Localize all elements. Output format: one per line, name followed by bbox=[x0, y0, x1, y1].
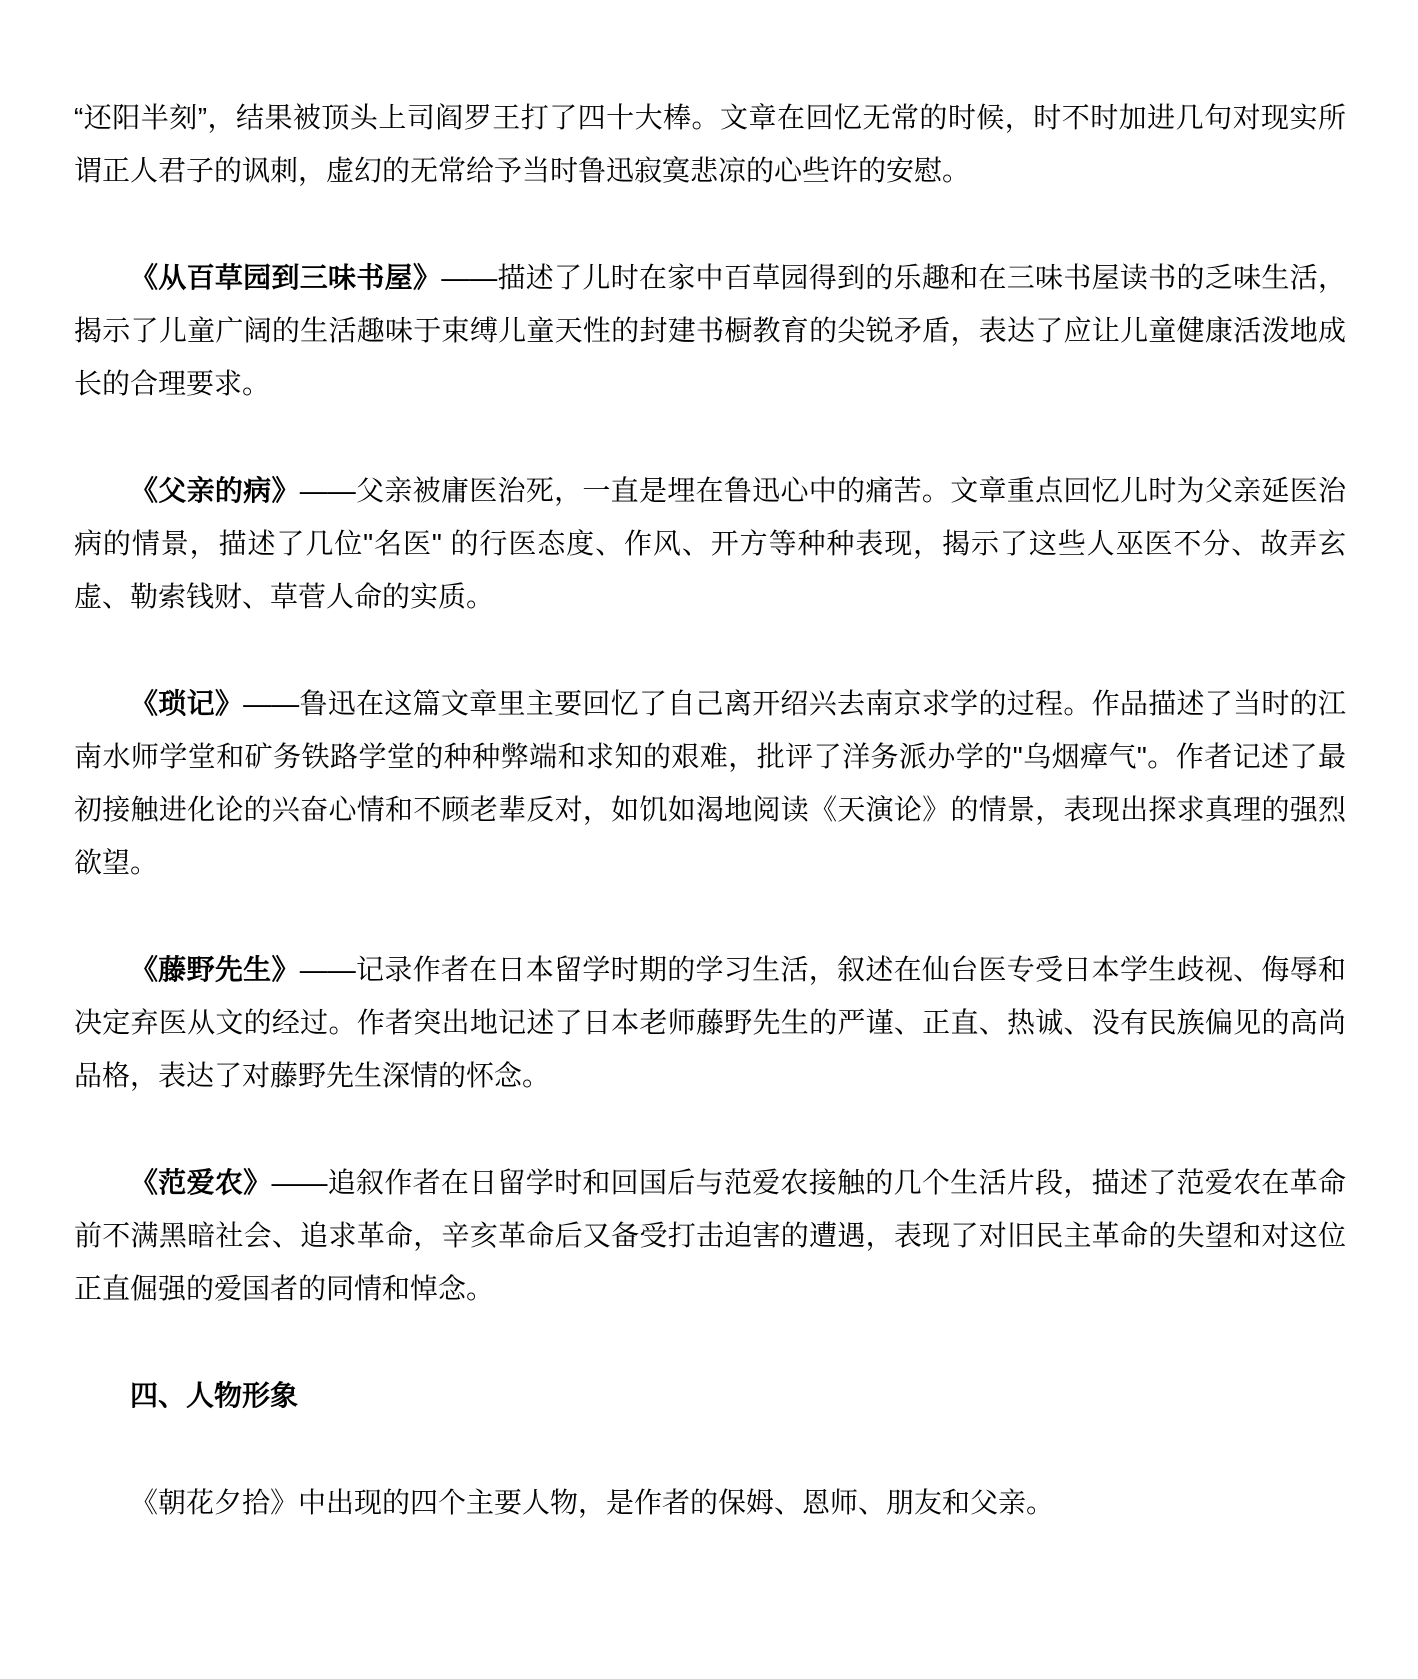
paragraph-text: ——记录作者在日本留学时期的学习生活，叙述在仙台医专受日本学生歧视、侮辱和决定弃医从文的经过。作者突出地记述了日本老师藤野先生的严谨、正直、热诚、没有民族偏见的高尚品格，表达了对藤野先生深情的怀念。 bbox=[74, 954, 1346, 1091]
paragraph-fuqindebing bbox=[74, 464, 1346, 623]
paragraph-text: ——鲁迅在这篇文章里主要回忆了自己离开绍兴去南京求学的过程。作品描述了当时的江南水师学堂和矿务铁路学堂的种种弊端和求知的艰难，批评了洋务派办学的"乌烟瘴气"。作者记述了最初接触进化论的兴奋心情和不顾老辈反对，如饥如渴地阅读《天演论》的情景，表现出探求真理的强烈欲望。 bbox=[74, 688, 1346, 878]
paragraph-suoji bbox=[74, 677, 1346, 889]
paragraph-baicaoyuan bbox=[74, 251, 1346, 410]
work-title: 《琐记》 bbox=[130, 688, 244, 719]
work-title: 《从百草园到三味书屋》 bbox=[130, 262, 442, 293]
work-title: 《藤野先生》 bbox=[130, 954, 300, 985]
paragraph-text: 《朝花夕拾》中出现的四个主要人物，是作者的保姆、恩师、朋友和父亲。 bbox=[130, 1487, 1055, 1518]
paragraph-fanainong bbox=[74, 1156, 1346, 1315]
section-heading-text: 四、人物形象 bbox=[130, 1380, 299, 1411]
paragraph-text: ——描述了儿时在家中百草园得到的乐趣和在三味书屋读书的乏味生活，揭示了儿童广阔的生活趣味于束缚儿童天性的封建书橱教育的尖锐矛盾，表达了应让儿童健康活泼地成长的合理要求。 bbox=[74, 262, 1346, 399]
paragraph-text: ——追叙作者在日留学时和回国后与范爱农接触的几个生活片段，描述了范爱农在革命前不满黑暗社会、追求革命，辛亥革命后又备受打击迫害的遭遇，表现了对旧民主革命的失望和对这位正直倔强的爱国者的同情和悼念。 bbox=[74, 1167, 1346, 1304]
paragraph-text: “还阳半刻”，结果被顶头上司阎罗王打了四十大棒。文章在回忆无常的时候，时不时加进几句对现实所谓正人君子的讽刺，虚幻的无常给予当时鲁迅寂寞悲凉的心些许的安慰。 bbox=[74, 102, 1346, 186]
work-title: 《范爱农》 bbox=[130, 1167, 272, 1198]
paragraph-tengyexiansheng bbox=[74, 943, 1346, 1102]
paragraph-wuchang-continuation bbox=[74, 91, 1346, 197]
section-heading-renwuxingxiang bbox=[74, 1369, 1346, 1422]
paragraph-text: ——父亲被庸医治死，一直是埋在鲁迅心中的痛苦。文章重点回忆儿时为父亲延医治病的情景，描述了几位"名医" 的行医态度、作风、开方等种种表现，揭示了这些人巫医不分、故弄玄虚、勒索钱财、草菅人命的实质。 bbox=[74, 475, 1346, 612]
work-title: 《父亲的病》 bbox=[130, 475, 300, 506]
paragraph-renwu-intro bbox=[74, 1476, 1346, 1529]
